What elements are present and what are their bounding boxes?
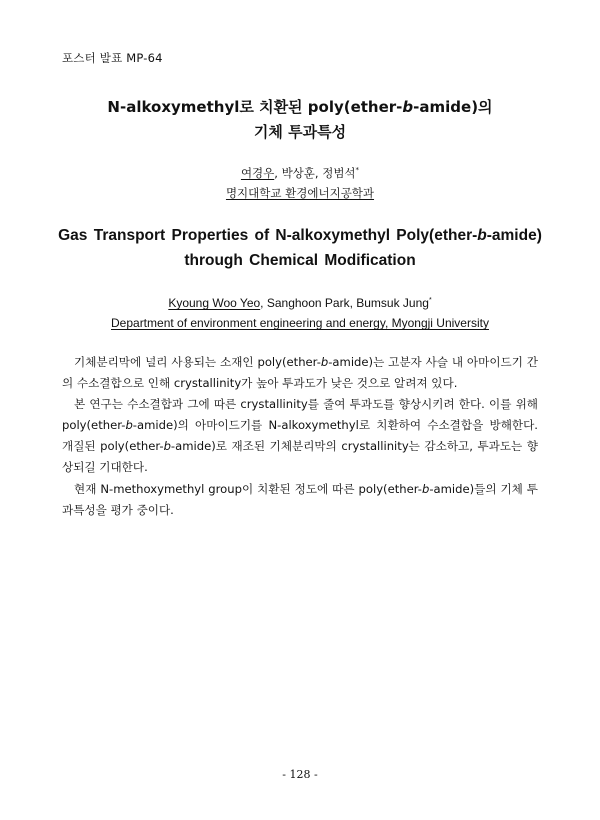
abstract-text: -amide)로 재조된 기체분리막의 crystallinity는 감소하고, 투과도는 향상되길 기대한다. xyxy=(62,439,538,475)
abstract-text: 현재 N-methoxymethyl group이 치환된 정도에 따른 poly(ether- xyxy=(74,481,422,496)
korean-author-2: 박상훈 xyxy=(281,166,315,180)
english-title-line-1 xyxy=(0,227,600,245)
author-separator: , xyxy=(260,296,267,310)
english-title-line-2: through Chemical Modification xyxy=(184,252,416,269)
corresponding-mark: * xyxy=(428,297,432,304)
corresponding-mark: * xyxy=(355,166,360,175)
abstract-paragraph-3 xyxy=(62,479,538,521)
english-author-1: Kyoung Woo Yeo xyxy=(168,296,261,310)
abstract-text: -amide)는 고분자 사슬 내 아마이드기 간의 수소결합으로 인해 crystallinity가 높아 투과도가 낮은 것으로 알려져 있다. xyxy=(62,355,538,391)
korean-affiliation: 명지대학교 환경에너지공학과 xyxy=(225,186,375,200)
abstract-text: -amide)의 아마이드기를 N-alkoxymethyl로 치환하여 수소결합을 방해한다. 개질된 poly(ether- xyxy=(62,418,538,454)
korean-title-prefix: N-alkoxymethyl로 치환된 poly(ether- xyxy=(107,98,403,116)
abstract-paragraph-2 xyxy=(62,394,538,478)
poster-label: 포스터 발표 MP-64 xyxy=(62,51,163,65)
abstract-paragraph-1 xyxy=(62,352,538,394)
english-author-3: Bumsuk Jung xyxy=(356,296,429,310)
english-author-2: Sanghoon Park xyxy=(266,296,350,310)
author-separator: , xyxy=(274,166,282,180)
korean-author-3: 정범석 xyxy=(322,166,356,180)
english-affiliation: Department of environment engineering and energy, Myongji University xyxy=(111,316,489,330)
abstract-italic-b: b xyxy=(163,439,171,454)
abstract-text: 기체분리막에 널리 사용되는 소재인 poly(ether- xyxy=(74,355,321,369)
english-authors xyxy=(0,296,600,310)
korean-title-suffix: -amide)의 xyxy=(413,98,493,116)
abstract-text: -amide)들의 기체 투과특성을 평가 중이다. xyxy=(62,481,538,517)
korean-author-1: 여경우 xyxy=(240,166,275,180)
korean-title-line-1 xyxy=(0,96,600,117)
english-title-italic-b: b xyxy=(477,227,487,244)
author-separator: , xyxy=(314,166,323,180)
korean-authors xyxy=(0,165,600,181)
abstract-italic-b: b xyxy=(125,418,133,433)
korean-title-line-2: 기체 투과특성 xyxy=(253,123,347,141)
abstract xyxy=(62,352,538,521)
english-title-suffix: -amide) xyxy=(486,227,542,244)
abstract-italic-b: b xyxy=(421,481,430,496)
author-separator: , xyxy=(349,296,357,310)
korean-title-italic-b: b xyxy=(402,98,414,116)
abstract-italic-b: b xyxy=(320,355,329,369)
abstract-text: 본 연구는 수소결합과 그에 따른 crystallinity를 줄여 투과도를 향상시키려 한다. 이를 위해 poly(ether- xyxy=(62,397,538,433)
english-title-prefix: Gas Transport Properties of N-alkoxymethyl Poly(ether- xyxy=(58,227,478,244)
page-number: - 128 - xyxy=(282,768,318,781)
